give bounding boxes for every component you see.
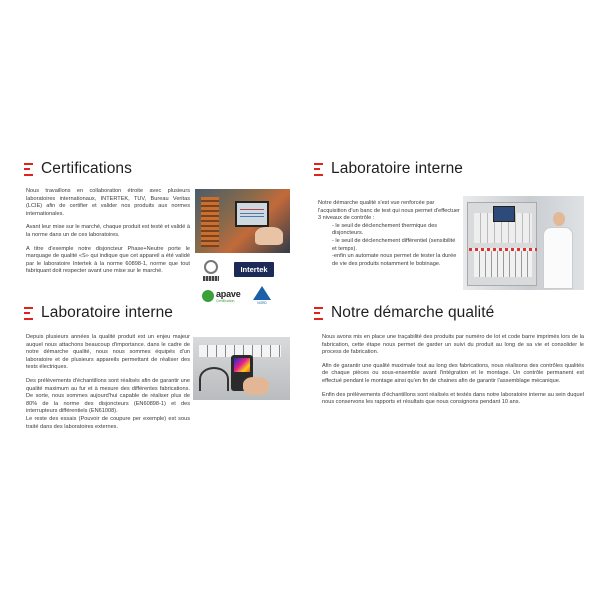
quality-paragraph: Nous avons mis en place une traçabilité des produits par numéro de lot et code barre imprimés lors de la fabrication, cette étape nous permet de garder un suivi du produit au long de sa vie et consolider le process de fabrication. bbox=[322, 334, 584, 356]
certifications-paragraph: Nous travaillons en collaboration étroite avec plusieurs laboratoires internationaux, INTERTEK, TUV, Bureau Veritas (LCIE) afin de certifier et valider nos produits aux normes internationales. bbox=[26, 188, 190, 217]
heading-marker-icon bbox=[314, 163, 323, 176]
certifications-heading bbox=[24, 160, 290, 178]
lab-internal-section bbox=[24, 304, 290, 430]
coil-graphic bbox=[201, 197, 219, 247]
thermal-camera-photo bbox=[193, 337, 290, 400]
breaker-row-graphic bbox=[469, 248, 537, 251]
heading-marker-icon bbox=[24, 163, 33, 176]
cable-graphic bbox=[199, 367, 229, 391]
quality-text bbox=[322, 334, 584, 413]
heading-marker-icon bbox=[24, 307, 33, 320]
quality-title: Notre démarche qualité bbox=[331, 304, 495, 321]
lab-left-paragraph: Depuis plusieurs années la qualité produit est un enjeu majeur auquel nous attachons beaucoup d'importance. dans le cadre de notre démarche qualité, nous nous sommes équipés d'un laboratoire et de plusieurs appareils permettant de réaliser des tests électriques. bbox=[26, 334, 190, 371]
lab-right-intro: Notre démarche qualité s'est vue renforcée par l'acquisition d'un banc de test qui nous permet d'effectuer 3 niveaux de contrôle : bbox=[318, 200, 460, 222]
quality-paragraph: Afin de garantir une qualité maximale tout au long des fabrications, nous réalisons des contrôles qualités de chaque pièces ou sous-ensemble avant l'intégration et le montage. Un contrôle permanent est effectué pendant le montage ainsi qu'en fin de chaines afin de garantir l'assemblage mécanique. bbox=[322, 362, 584, 384]
lab-right-list-item: - le seuil de déclenchement thermique des disjoncteurs. bbox=[332, 222, 438, 237]
certifications-title: Certifications bbox=[41, 160, 132, 177]
lab-left-text bbox=[26, 334, 190, 437]
lab-left-title: Laboratoire interne bbox=[41, 304, 174, 321]
lab-right-title: Laboratoire interne bbox=[331, 160, 464, 177]
certification-logos bbox=[202, 260, 292, 310]
bureau-veritas-logo-icon bbox=[202, 260, 220, 282]
certifications-section bbox=[24, 160, 290, 305]
certifications-paragraph: Avant leur mise sur le marché, chaque produit est testé et validé à la norme dans un de ces laboratoires. bbox=[26, 224, 190, 238]
certifications-paragraph: A titre d'exemple notre disjoncteur Phase+Neutre porte le marquage de qualité «S» qui indique que cet appareil a été validé par le laboratoire Intertek à la norme 60898-1, norme que tout fabriquant doit respecter avant une mise sur le marché. bbox=[26, 245, 190, 275]
tuv-logo-label: NORD bbox=[257, 301, 267, 305]
lab-left-paragraph: Des prélèvements d'échantillons sont réalisés afin de garantir une qualité maximum au fur et à mesure des différentes fabrications. De sorte, nous sommes aujourd'hui capable de réaliser plus de 80% de la norme des disjoncteurs (EN60898-1) et des interrupteurs différentiels (EN61008). bbox=[26, 377, 190, 415]
oscilloscope-screen bbox=[235, 201, 269, 227]
lab-left-heading bbox=[24, 304, 290, 322]
tuv-triangle-icon bbox=[253, 286, 271, 300]
apave-logo-word: apave bbox=[216, 289, 241, 299]
lab-equipment-photo bbox=[195, 189, 290, 253]
lab-right-text bbox=[318, 200, 460, 268]
lab-left-paragraph: Le reste des essais (Pouvoir de coupure per exemple) est sous traité dans des laboratoires externes. bbox=[26, 415, 190, 430]
monitor-graphic bbox=[493, 206, 515, 222]
certifications-text bbox=[26, 188, 190, 282]
technician-graphic bbox=[543, 212, 575, 290]
hand-graphic bbox=[243, 377, 269, 395]
lab-right-list-item: -enfin un automate nous permet de tester la durée de vie des produits notamment le bobinage. bbox=[332, 253, 457, 267]
heading-marker-icon bbox=[314, 307, 323, 320]
lab-test-bench-section bbox=[314, 160, 584, 267]
lab-right-list-item: - le seuil de déclenchement différentiel (sensibilité et temps). bbox=[332, 237, 456, 252]
lab-right-list bbox=[318, 223, 460, 269]
apave-dot-icon bbox=[202, 290, 214, 302]
quality-heading bbox=[314, 304, 584, 322]
apave-logo-sub: Certification bbox=[216, 299, 235, 303]
quality-approach-section bbox=[314, 304, 584, 406]
quality-paragraph: Enfin des prélèvements d'échantillons sont réalisés et testés dans notre laboratoire interne au sein duquel nous conservons les rapports et résultats que nous consignons pendant 10 ans. bbox=[322, 391, 584, 406]
test-bench-photo bbox=[463, 196, 584, 290]
tuv-logo bbox=[252, 286, 272, 306]
hand-graphic bbox=[255, 227, 283, 245]
intertek-logo: Intertek bbox=[234, 262, 274, 277]
lab-right-heading bbox=[314, 160, 584, 178]
